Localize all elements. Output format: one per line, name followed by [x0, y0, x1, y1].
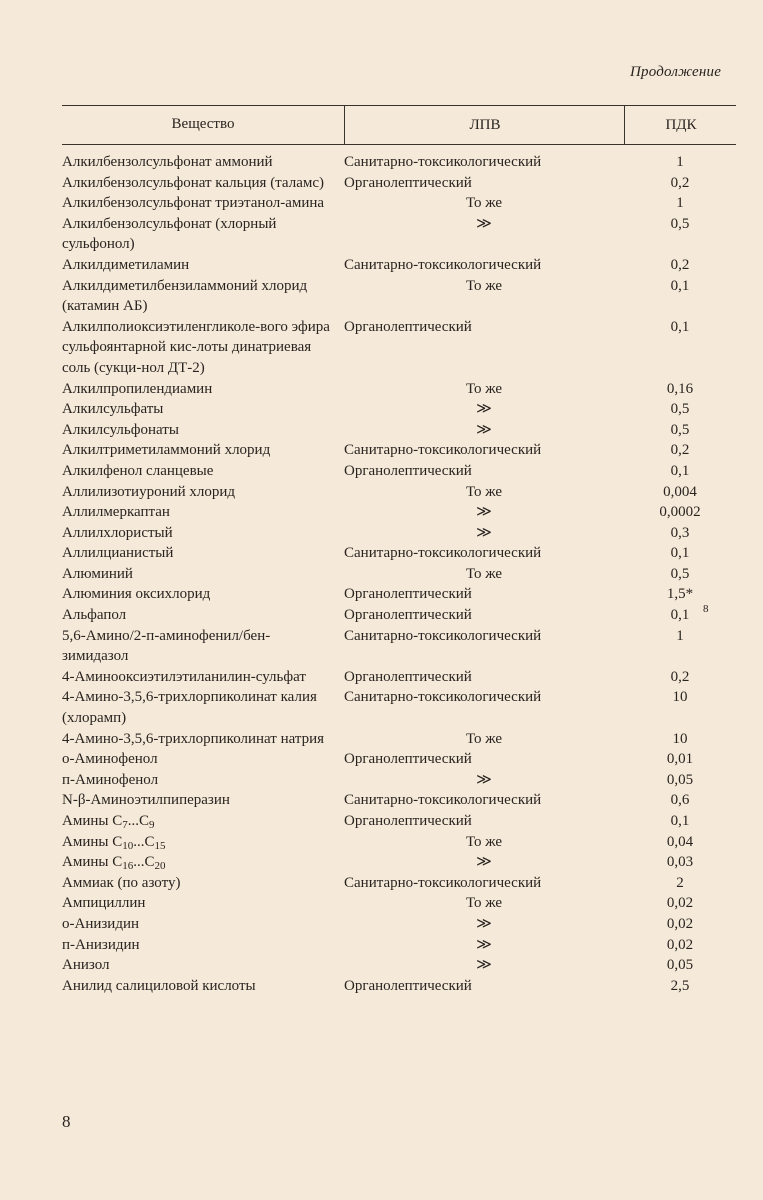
- pdk-cell: 0,02: [666, 895, 694, 912]
- pdk-cell: 0,1: [670, 318, 690, 335]
- substance-cell: Аллилмеркаптан: [62, 504, 170, 521]
- substance-cell: Альфапол: [62, 607, 127, 624]
- substance-cell: Аллилцианистый: [62, 545, 174, 562]
- substance-cell: 4-Амино-3,5,6-трихлорпиколинат натрия: [62, 730, 325, 747]
- pdk-cell: 2,5: [670, 977, 690, 994]
- table-row: [62, 276, 742, 317]
- substance-cell: о-Анизидин: [62, 915, 140, 932]
- pdk-cell: 0,0002: [659, 504, 701, 521]
- table-row: [62, 605, 742, 626]
- pdk-cell: 0,2: [670, 668, 690, 685]
- pdk-cell: 1: [676, 627, 684, 644]
- pdk-cell: 1: [676, 154, 684, 170]
- pdk-cell: 0,05: [666, 957, 694, 974]
- pdk-cell: 1: [676, 195, 684, 212]
- substance-cell: Алкилтриметиламмоний хлорид: [62, 442, 271, 459]
- table-row: [62, 626, 742, 667]
- table-row: [62, 420, 742, 441]
- substance-cell: Амины $C_7...C_9$: [62, 813, 155, 831]
- substance-cell: Алюминия оксихлорид: [62, 586, 211, 603]
- table-row: [62, 873, 742, 894]
- header-substance: Вещество: [171, 116, 235, 132]
- substance-cell: п-Анизидин: [62, 936, 140, 953]
- table-row: [62, 811, 742, 832]
- pdk-cell: 0,04: [666, 833, 694, 850]
- table-row: [62, 482, 742, 503]
- table-row: [62, 749, 742, 770]
- substance-cell: Алкилбензолсульфонат триэтанол-амина: [62, 195, 325, 212]
- table-row: [62, 152, 742, 173]
- table-row: [62, 976, 742, 997]
- substance-cell: 4-Амино-3,5,6-трихлорпиколинат калия (хлорамп): [62, 689, 317, 727]
- table-body: [62, 152, 742, 996]
- table-row: [62, 667, 742, 688]
- substance-cell: Алкилдиметиламин: [62, 256, 190, 273]
- pdk-cell: 0,004: [663, 483, 697, 500]
- lpv-cell: ≫: [476, 771, 492, 788]
- table-row: [62, 832, 742, 853]
- lpv-cell: Органолептический: [344, 607, 472, 624]
- lpv-cell: То же: [465, 380, 503, 397]
- substance-cell: Анилид салициловой кислоты: [62, 977, 256, 994]
- lpv-cell: То же: [465, 730, 503, 747]
- lpv-cell: Санитарно-токсикологический: [344, 256, 542, 273]
- substance-cell: Анизол: [62, 957, 110, 974]
- lpv-cell: То же: [465, 565, 503, 582]
- lpv-cell: ≫: [476, 421, 492, 438]
- substance-cell: N-β-Аминоэтилпиперазин: [62, 792, 230, 809]
- substance-cell: Амины $C_{10}...C_{15}$: [62, 833, 166, 852]
- pdk-cell: 0,02: [666, 936, 694, 953]
- pdk-cell: 0,1: [670, 545, 690, 562]
- pdk-cell: 0,5: [670, 401, 690, 418]
- pdk-cell: 0,2: [670, 174, 690, 191]
- pdk-cell: 0,03: [666, 854, 694, 871]
- pdk-cell: 0,05: [666, 771, 694, 788]
- footnote-marker: 8: [703, 603, 709, 616]
- pdk-cell: 10: [672, 689, 688, 706]
- table-row: [62, 193, 742, 214]
- lpv-cell: Санитарно-токсикологический: [344, 689, 542, 706]
- pdk-cell: 0,3: [670, 524, 690, 541]
- substance-cell: Ампициллин: [62, 895, 146, 912]
- header-lpv: ЛПВ: [344, 106, 625, 144]
- pdk-cell: 0,1: [670, 813, 690, 829]
- lpv-cell: То же: [465, 895, 503, 912]
- lpv-cell: Санитарно-токсикологический: [344, 792, 542, 809]
- table-row: [62, 440, 742, 461]
- lpv-cell: Органолептический: [344, 751, 472, 768]
- page-number: 8: [62, 1112, 71, 1131]
- table-row: [62, 935, 742, 956]
- lpv-cell: То же: [465, 483, 503, 500]
- substance-cell: Алкилбензолсульфонат кальция (таламс): [62, 174, 325, 191]
- pdk-cell: 0,5: [670, 565, 690, 582]
- lpv-cell: ≫: [476, 524, 492, 541]
- substance-cell: Алкилпропилендиамин: [62, 380, 213, 397]
- table-row: [62, 893, 742, 914]
- substance-cell: Аллилизотиуроний хлорид: [62, 483, 236, 500]
- table-row: [62, 214, 742, 255]
- substance-cell: 5,6-Амино/2-п-аминофенил/бен-зимидазол: [62, 627, 271, 665]
- lpv-cell: То же: [465, 277, 503, 294]
- table-row: [62, 687, 742, 728]
- substance-cell: Алкилбензолсульфонат (хлорный сульфонол): [62, 215, 277, 253]
- substance-cell: о-Аминофенол: [62, 751, 158, 768]
- table-row: [62, 790, 742, 811]
- lpv-cell: Органолептический: [344, 462, 472, 479]
- lpv-cell: ≫: [476, 915, 492, 932]
- lpv-cell: Органолептический: [344, 586, 472, 603]
- substance-cell: Амины $C_{16}...C_{20}$: [62, 854, 166, 873]
- pdk-cell: 10: [672, 730, 688, 747]
- continuation-label: Продолжение: [630, 64, 722, 80]
- lpv-cell: Органолептический: [344, 318, 472, 335]
- table-row: [62, 584, 742, 605]
- substance-cell: п-Аминофенол: [62, 771, 159, 788]
- substance-cell: Алкилсульфонаты: [62, 421, 179, 438]
- table-row: [62, 255, 742, 276]
- substance-cell: Алкилбензолсульфонат аммоний: [62, 154, 273, 170]
- table-row: [62, 461, 742, 482]
- table-row: [62, 543, 742, 564]
- lpv-cell: Органолептический: [344, 813, 472, 829]
- pdk-cell: 0,01: [666, 751, 694, 768]
- lpv-cell: Санитарно-токсикологический: [344, 154, 542, 170]
- lpv-cell: Органолептический: [344, 977, 472, 994]
- lpv-cell: ≫: [476, 401, 492, 418]
- pdk-cell: 0,1 8: [624, 605, 736, 626]
- pdk-cell: 0,5: [670, 215, 690, 232]
- lpv-cell: Органолептический: [344, 668, 472, 685]
- pdk-cell: 0,1: [670, 462, 690, 479]
- substance-cell: Алкилполиоксиэтиленгликоле-вого эфира сульфоянтарной кис-лоты динатриевая соль (сукци-нол ДТ-2): [62, 318, 330, 376]
- table-row: [62, 770, 742, 791]
- lpv-cell: Санитарно-токсикологический: [344, 442, 542, 459]
- table-row: [62, 502, 742, 523]
- lpv-cell: ≫: [476, 504, 492, 521]
- lpv-cell: ≫: [476, 936, 492, 953]
- header-pdk: ПДК: [624, 106, 737, 144]
- substance-cell: Алкилсульфаты: [62, 401, 164, 418]
- table-header: [62, 105, 736, 145]
- table-row: [62, 852, 742, 873]
- table-row: [62, 317, 742, 379]
- lpv-cell: То же: [465, 833, 503, 850]
- table-row: [62, 564, 742, 585]
- lpv-cell: Санитарно-токсикологический: [344, 545, 542, 562]
- table-row: [62, 914, 742, 935]
- substance-cell: 4-Аминооксиэтилэтиланилин-сульфат: [62, 668, 306, 685]
- substance-cell: Алюминий: [62, 565, 133, 582]
- pdk-cell: 0,6: [670, 792, 690, 809]
- substance-cell: Аллилхлористый: [62, 524, 173, 541]
- substance-cell: Аммиак (по азоту): [62, 874, 181, 891]
- pdk-cell: 0,2: [670, 442, 690, 459]
- pdk-cell: 0,1: [670, 277, 690, 294]
- table-row: [62, 379, 742, 400]
- lpv-cell: Санитарно-токсикологический: [344, 874, 542, 891]
- pdk-cell: 1,5*: [666, 586, 694, 603]
- substance-cell: Алкилдиметилбензиламмоний хлорид (катамин АБ): [62, 277, 308, 315]
- lpv-cell: ≫: [476, 215, 492, 232]
- table-row: [62, 955, 742, 976]
- pdk-cell: 0,16: [666, 380, 694, 397]
- table-row: [62, 173, 742, 194]
- lpv-cell: ≫: [476, 854, 492, 871]
- pdk-cell: 0,2: [670, 256, 690, 273]
- lpv-cell: ≫: [476, 957, 492, 974]
- substance-cell: Алкилфенол сланцевые: [62, 462, 214, 479]
- lpv-cell: То же: [465, 195, 503, 212]
- table-row: [62, 523, 742, 544]
- table-row: [62, 729, 742, 750]
- pdk-cell: 2: [676, 874, 684, 891]
- pdk-cell: 0,02: [666, 915, 694, 932]
- lpv-cell: Санитарно-токсикологический: [344, 627, 542, 644]
- lpv-cell: Органолептический: [344, 174, 472, 191]
- pdk-cell: 0,5: [670, 421, 690, 438]
- table-row: [62, 399, 742, 420]
